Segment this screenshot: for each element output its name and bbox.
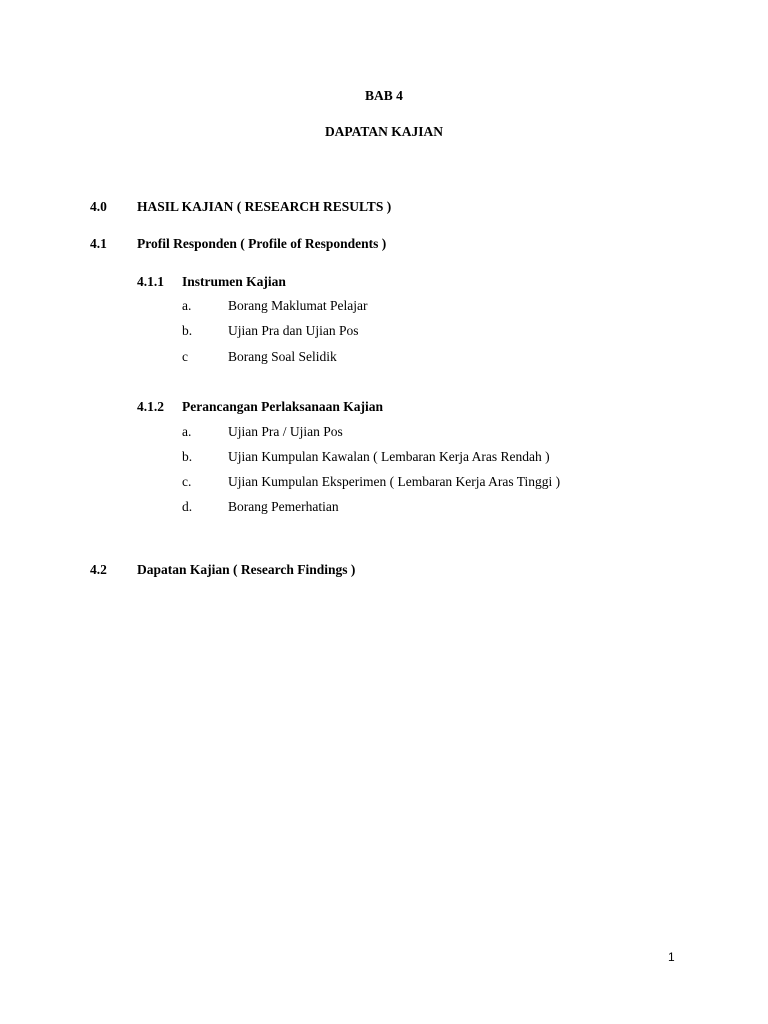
- chapter-title: DAPATAN KAJIAN: [324, 124, 444, 139]
- section-title: Profil Responden ( Profile of Respondents ): [137, 236, 387, 251]
- list-item-text: Borang Pemerhatian: [228, 499, 339, 514]
- list-item-marker: d.: [182, 499, 193, 514]
- subsection-title: Perancangan Perlaksanaan Kajian: [182, 399, 384, 414]
- list-item-text: Borang Soal Selidik: [228, 349, 337, 364]
- section-title: Dapatan Kajian ( Research Findings ): [137, 562, 356, 577]
- list-item-text: Borang Maklumat Pelajar: [228, 298, 368, 313]
- subsection-title: Instrumen Kajian: [182, 274, 286, 289]
- list-item-text: Ujian Pra dan Ujian Pos: [228, 323, 359, 338]
- chapter-heading: BAB 4: [365, 88, 403, 103]
- section-number: 4.0: [90, 199, 107, 214]
- section-number: 4.1: [90, 236, 107, 251]
- list-item-text: Ujian Pra / Ujian Pos: [228, 424, 343, 439]
- list-item-marker: c.: [182, 474, 192, 489]
- list-item-text: Ujian Kumpulan Kawalan ( Lembaran Kerja Aras Rendah ): [228, 449, 550, 464]
- subsection-number: 4.1.2: [137, 399, 164, 414]
- list-item-marker: c: [182, 349, 188, 364]
- list-item-text: Ujian Kumpulan Eksperimen ( Lembaran Kerja Aras Tinggi ): [228, 474, 561, 489]
- section-number: 4.2: [90, 562, 107, 577]
- list-item-marker: b.: [182, 449, 193, 464]
- subsection-number: 4.1.1: [137, 274, 164, 289]
- list-item-marker: b.: [182, 323, 193, 338]
- list-item-marker: a.: [182, 424, 192, 439]
- page-number: 1: [668, 950, 675, 964]
- section-title: HASIL KAJIAN ( RESEARCH RESULTS ): [137, 199, 392, 214]
- list-item-marker: a.: [182, 298, 192, 313]
